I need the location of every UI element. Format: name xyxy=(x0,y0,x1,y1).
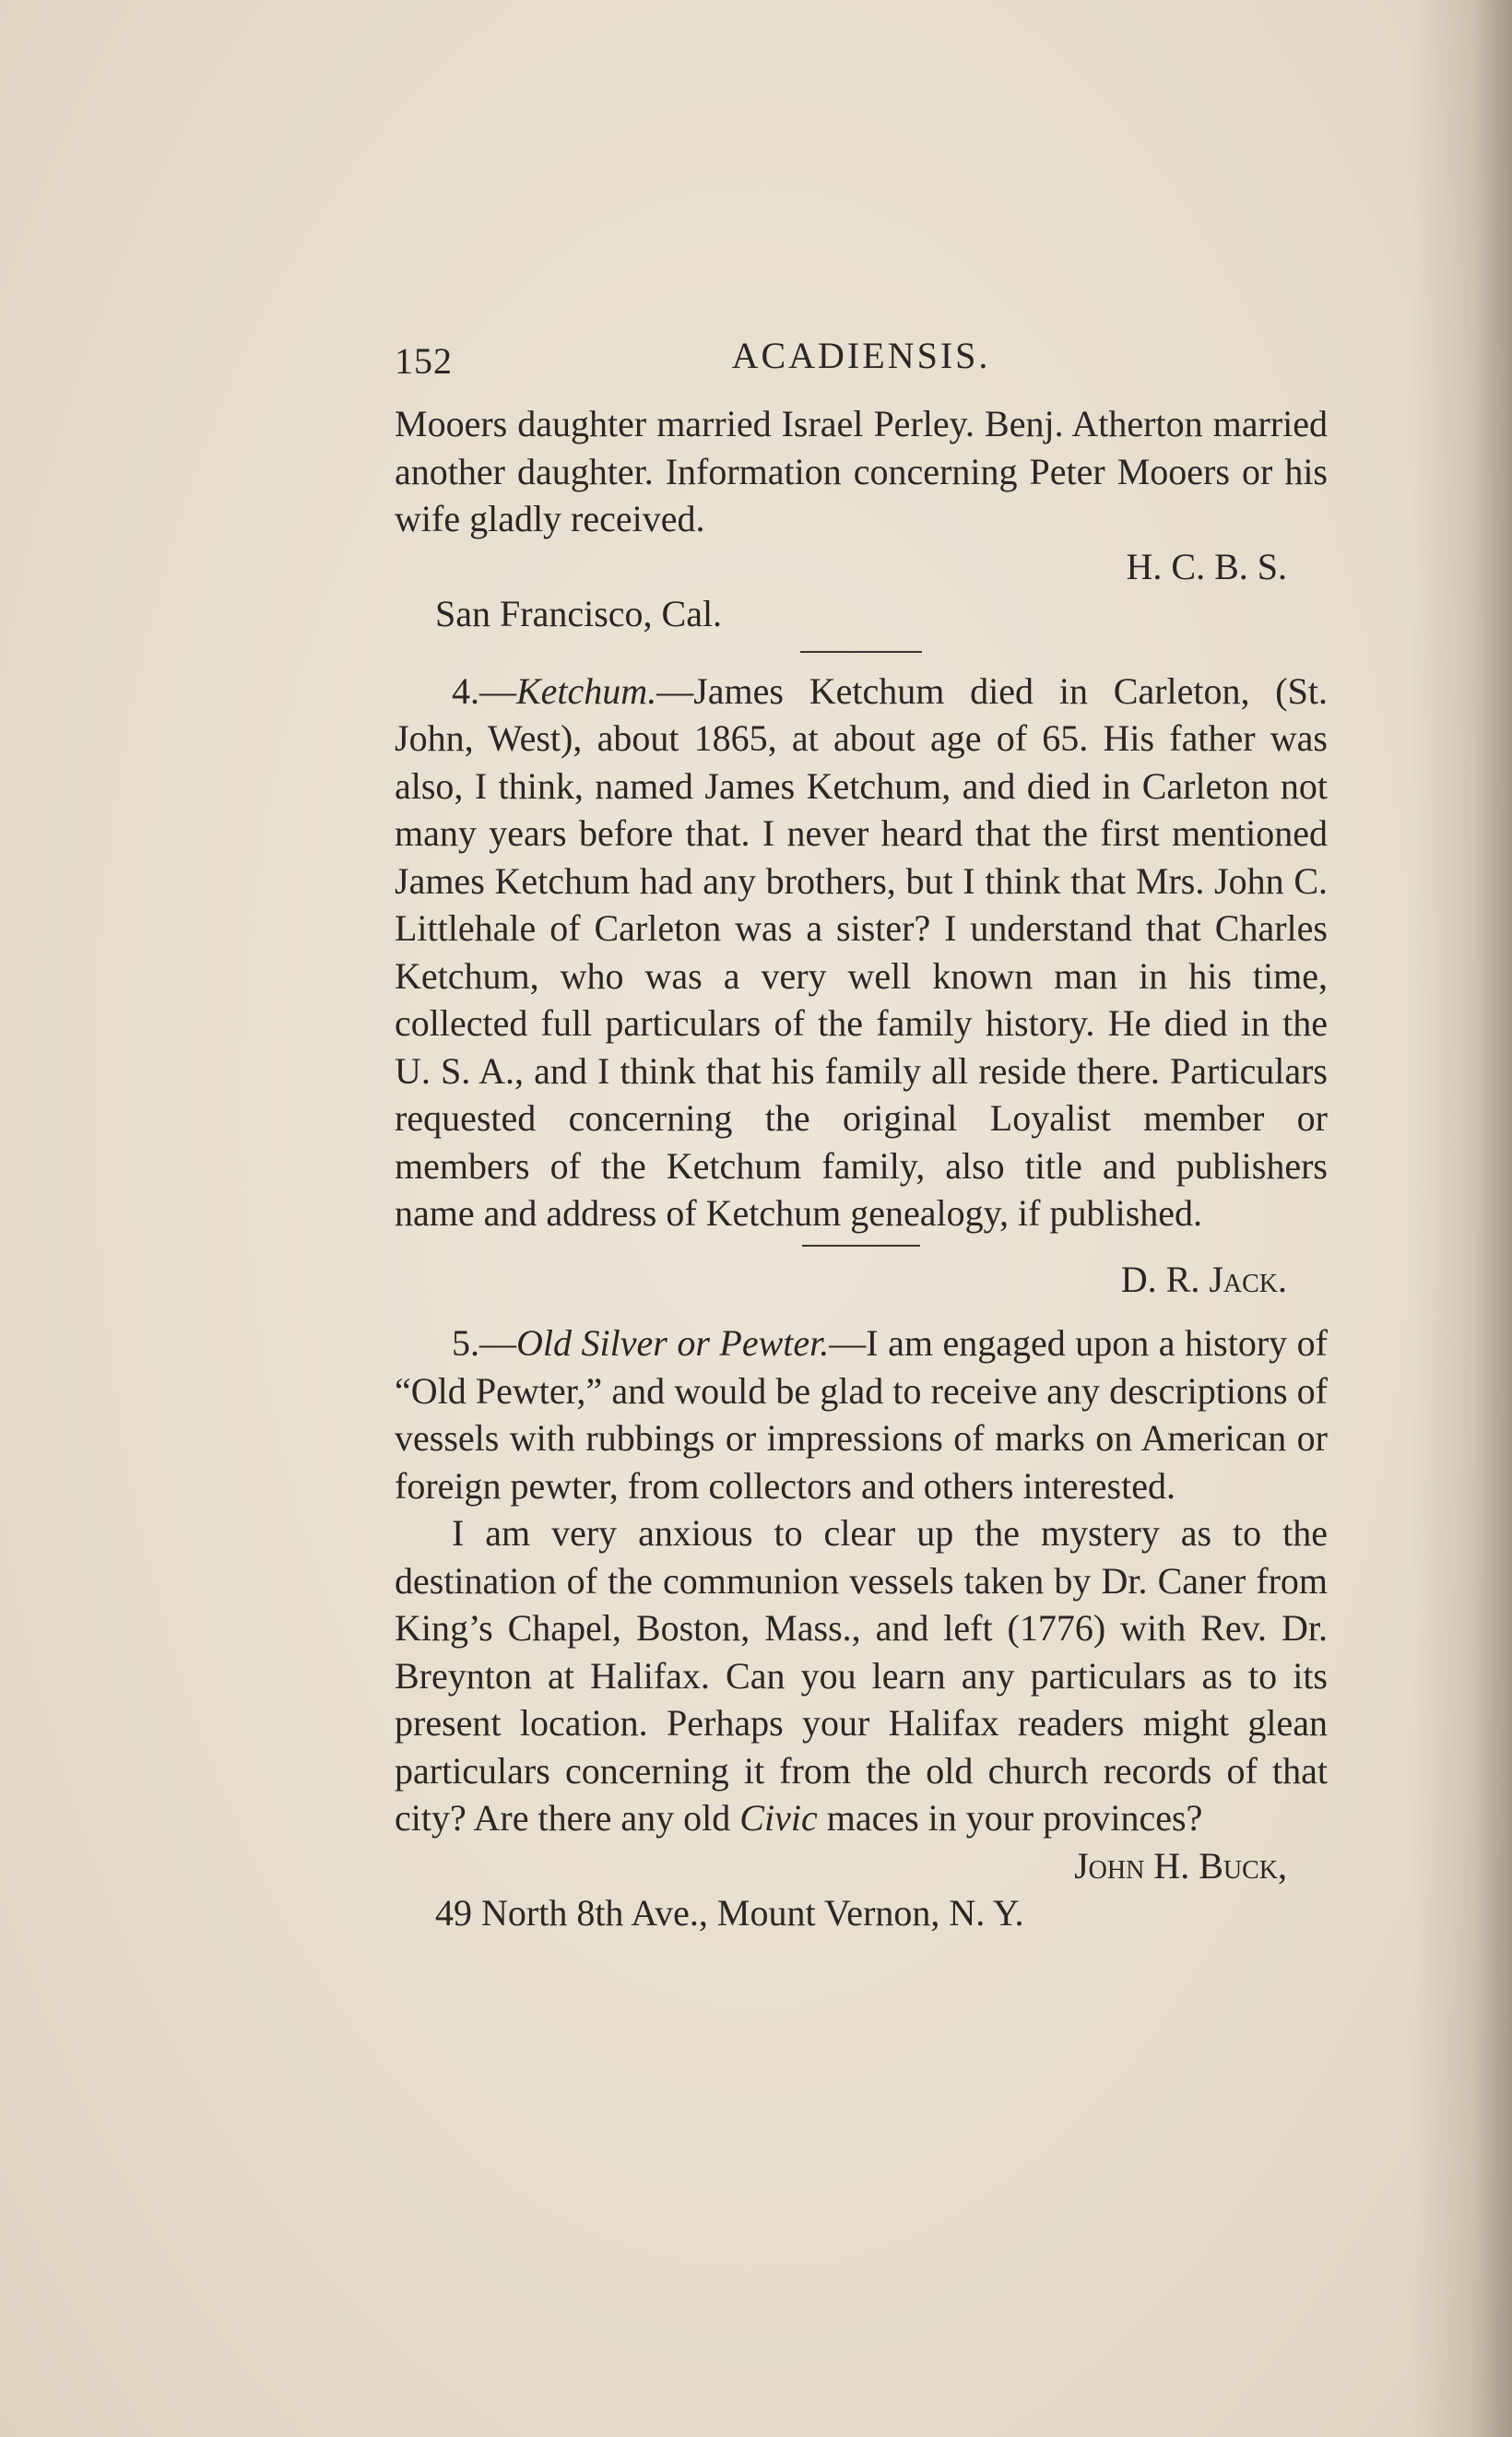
query-5-number: 5.— xyxy=(452,1322,516,1364)
query-5-paragraph-1 xyxy=(395,1319,1328,1509)
page-edge-shadow xyxy=(1411,0,1512,2437)
query-4-number: 4.— xyxy=(452,669,516,712)
query-5-paragraph-2 xyxy=(395,1509,1328,1842)
query-3-continuation: Mooers daughter married Israel Perley. Benj. Atherton married another daughter. Information concerning Peter Mooers or his wife gladly received. xyxy=(395,403,1328,539)
query-4-dash: — xyxy=(656,669,694,712)
query-5-dash: — xyxy=(829,1322,867,1364)
query-5-body-2-before: I am very anxious to clear up the mystery as to the destination of the communion vessels taken by Dr. Caner from King’s Chapel, Boston, Mass., and left (1776) with Rev. Dr. Breynton at Halifax. Can you learn any particulars as to its present location. Perhaps your Halifax readers might glean particulars concerning it from the old church records of that city? Are there any old xyxy=(395,1512,1328,1839)
section-divider-2 xyxy=(802,1245,920,1247)
query-4-paragraph xyxy=(395,668,1328,1237)
query-5-address: 49 North 8th Ave., Mount Vernon, N. Y. xyxy=(435,1892,1024,1934)
query-3-place: San Francisco, Cal. xyxy=(435,593,723,634)
query-3-signature: H. C. B. S. xyxy=(1126,545,1287,587)
query-4-signature: D. R. Jack. xyxy=(1120,1258,1287,1300)
running-head: ACADIENSIS. xyxy=(731,335,991,376)
page-header xyxy=(395,332,1328,387)
query-4-body: James Ketchum died in Carleton, (St. John, West), about 1865, at about age of 65. His father was also, I think, named James Ketchum, and died in Carleton not many years before that. I never heard that the first mentioned James Ketchum had any brothers, but I think that Mrs. John C. Littlehale of Carleton was a sister? I understand that Charles Ketchum, who was a very well known man in his time, collected full particulars of the family history. He died in the U. S. A., and I think that his family all reside there. Particulars requested concerning the original Loyalist member or members of the Ketchum family, also title and publishers name and address of Ketchum genealogy, if published. xyxy=(395,669,1328,1234)
query-5-body-1: I am engaged upon a history of “Old Pewter,” and would be glad to receive any descriptions of vessels with rubbings or impressions of marks on American or foreign pewter, from collectors and others interested. xyxy=(395,1322,1329,1507)
query-5-signature: John H. Buck, xyxy=(1074,1844,1287,1887)
section-divider-1 xyxy=(800,651,922,653)
page-number: 152 xyxy=(395,340,453,382)
book-page xyxy=(395,332,1328,1937)
query-5-body-2-after: maces in your provinces? xyxy=(826,1797,1203,1839)
query-5-heading: Old Silver or Pewter. xyxy=(516,1322,830,1364)
query-5-body-2-italic: Civic xyxy=(739,1797,818,1839)
query-4-heading: Ketchum. xyxy=(516,669,657,712)
